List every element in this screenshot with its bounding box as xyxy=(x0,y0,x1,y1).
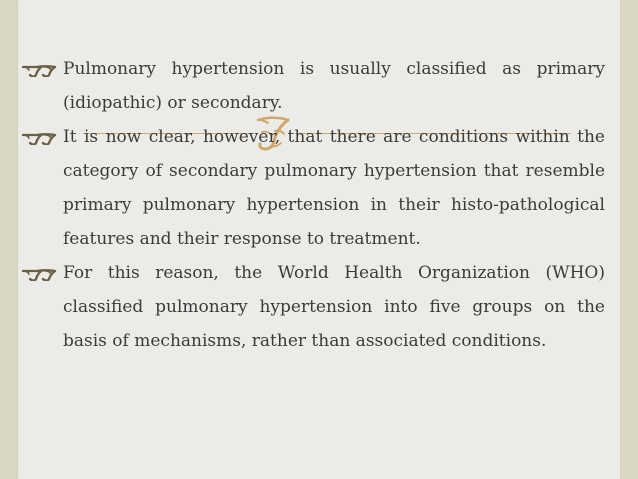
slide-canvas xyxy=(18,0,620,479)
bullet-text: Pulmonary hypertension is usually classified as primary (idiopathic) or secondary. xyxy=(63,59,605,113)
bullet-text: It is now clear, however, that there are conditions within the category of secondary pulmonary hypertension that resemble primary pulmonary hypertension in their histo-pathological features and their response to treatment. xyxy=(63,127,605,249)
bullet-item xyxy=(21,120,605,256)
fleuron-bullet-icon xyxy=(21,65,58,77)
bullet-text: For this reason, the World Health Organization (WHO) classified pulmonary hypertension into five groups on the basis of mechanisms, rather than associated conditions. xyxy=(63,263,605,351)
bullet-item xyxy=(21,256,605,358)
bullet-list xyxy=(21,52,605,358)
bullet-item xyxy=(21,52,605,120)
fleuron-bullet-icon xyxy=(21,269,58,281)
fleuron-bullet-icon xyxy=(21,133,58,145)
